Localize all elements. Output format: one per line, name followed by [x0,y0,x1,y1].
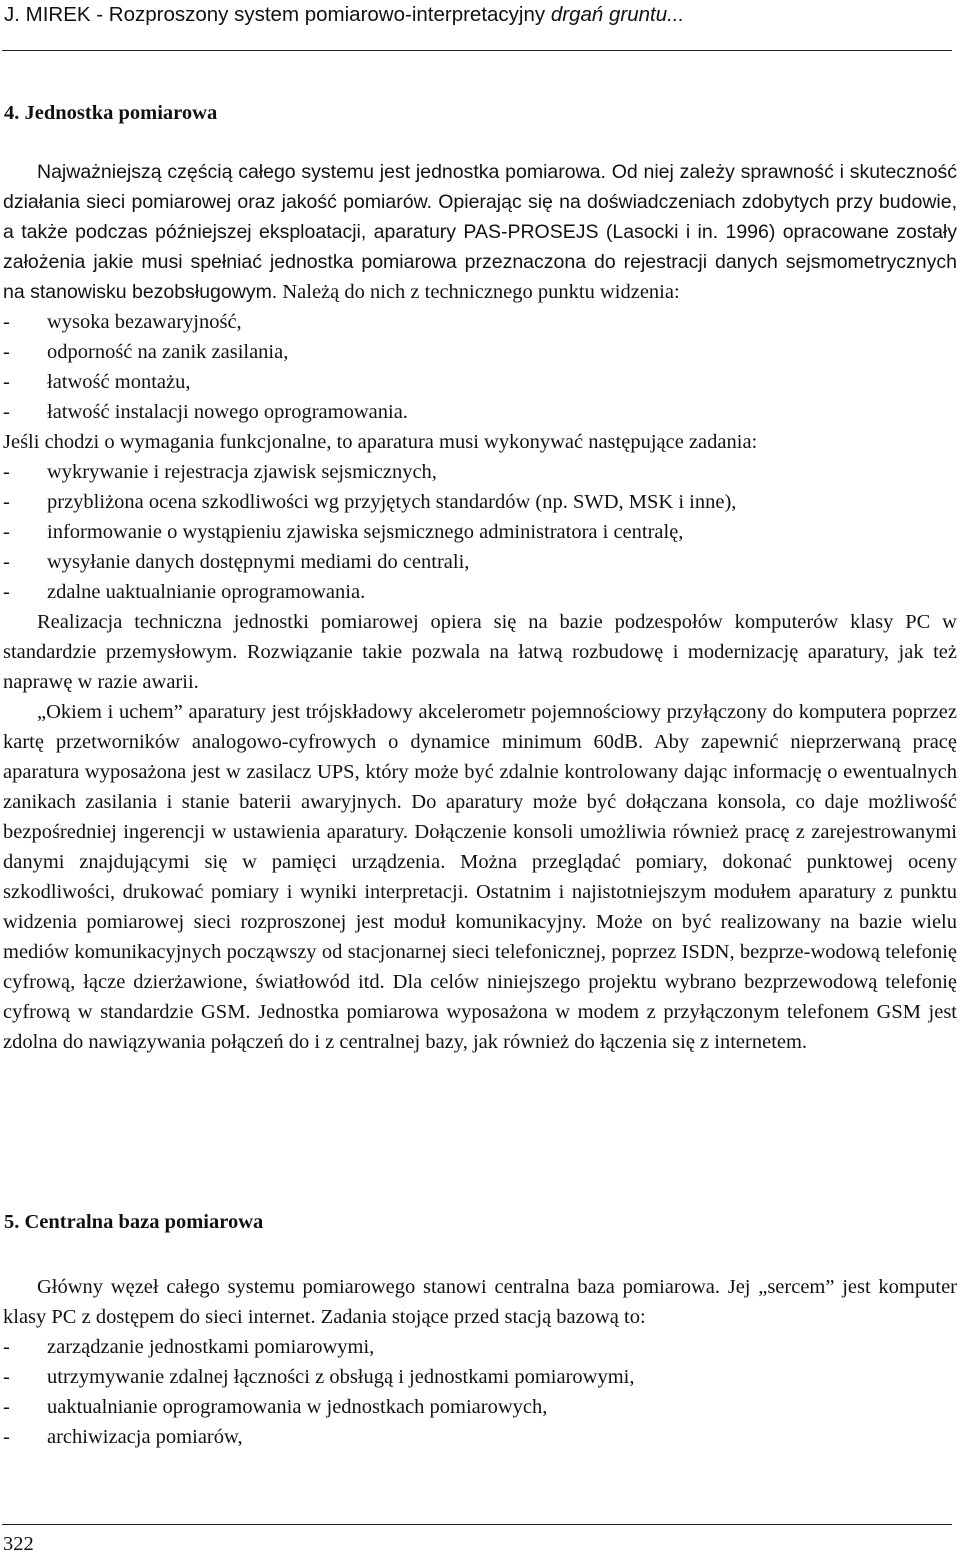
list-item-text: uaktualnianie oprogramowania w jednostkach pomiarowych, [47,1396,548,1418]
list-item-text: utrzymywanie zdalnej łączności z obsługą i jednostkami pomiarowymi, [47,1366,635,1388]
functional-requirements-intro: Jeśli chodzi o wymagania funkcjonalne, to aparatura musi wykonywać następujące zadania: [3,431,758,453]
list-dash: - [3,1336,10,1358]
list-item [3,1392,957,1422]
list-dash: - [3,491,10,513]
list-item [3,1422,957,1452]
list-item [3,547,957,577]
page-number: 322 [3,1533,34,1555]
header-title-italic: drgań gruntu... [550,3,685,26]
functional-requirements-list [3,457,957,607]
list-dash: - [3,371,10,393]
list-dash: - [3,401,10,423]
list-item-text: przybliżona ocena szkodliwości wg przyjętych standardów (np. SWD, MSK i inne), [47,491,737,513]
list-dash: - [3,1366,10,1388]
list-item-text: informowanie o wystąpieniu zjawiska sejsmicznego administratora i centralę, [47,521,684,543]
paragraph-1-serif-text: Należą do nich z technicznego punktu widzenia: [277,281,680,303]
list-item [3,397,957,427]
list-item [3,1332,957,1362]
paragraph-1-sans-text: Najważniejszą częścią całego systemu jest jednostka pomiarowa. Od niej zależy sprawność i skuteczność działania sieci pomiarowej oraz jakość pomiarów. Opierając się na doświadczeniach zdobytych przy budowie, a także podczas późniejszej eksploatacji, aparatury PAS-PROSEJS (Lasocki i in. 1996) opracowane zostały założenia jakie musi spełniać jednostka pomiarowa przeznaczona do rejestracji danych sejsmometrycznych na stanowisku bezobsługowym. [3,161,957,303]
list-item-text: archiwizacja pomiarów, [47,1426,243,1448]
list-dash: - [3,551,10,573]
list-dash: - [3,461,10,483]
list-item [3,457,957,487]
list-dash: - [3,581,10,603]
list-item-text: odporność na zanik zasilania, [47,341,289,363]
list-dash: - [3,341,10,363]
list-dash: - [3,521,10,543]
list-dash: - [3,1426,10,1448]
list-item [3,517,957,547]
list-item [3,577,957,607]
list-dash: - [3,311,10,333]
section-4-paragraph-3: „Okiem i uchem” aparatury jest trójskładowy akcelerometr pojemnościowy przyłączony do komputera poprzez kartę przetworników analogowo-cyfrowych o dynamice minimum 60dB. Aby zapewnić nieprzerwaną pracę aparatura wyposażona jest w zasilacz UPS, który może być zdalnie kontrolowany dając informację o ewentualnych zanikach zasilania i stanie baterii awaryjnych. Do aparatury może być dołączana konsola, co daje możliwość bezpośredniej ingerencji w ustawienia aparatury. Dołączenie konsoli umożliwia również pracę z zarejestrowanymi danymi znajdującymi się w pamięci urządzenia. Można przeglądać pomiary, dokonać punktowej oceny szkodliwości, drukować pomiary i wyniki interpretacji. Ostatnim i najistotniejszym modułem aparatury z punktu widzenia pomiarowej sieci rozproszonej jest moduł komunikacyjny. Może on być realizowany na bazie wielu mediów komunikacyjnych począwszy od stacjonarnej sieci telefonicznej, poprzez ISDN, bezprze-wodową telefonię cyfrową, łącze dzierżawione, światłowód itd. Dla celów niniejszego projektu wybrano bezprzewodową telefonię cyfrową w standardzie GSM. Jednostka pomiarowa wyposażona w modem z przyłączonym telefonem GSM jest zdolna do nawiązywania połączeń do i z centralnej bazy, jak również do łączenia się z internetem. [3,701,957,1053]
header-rule [2,50,952,51]
section-5-body [3,1272,957,1452]
list-dash: - [3,1396,10,1418]
list-item-text: wysyłanie danych dostępnymi mediami do centrali, [47,551,470,573]
section-4-body [3,157,957,1057]
list-item [3,1362,957,1392]
footer-rule [2,1524,952,1525]
technical-requirements-list [3,307,957,427]
base-station-tasks-list [3,1332,957,1452]
section-4-paragraph-2: Realizacja techniczna jednostki pomiarowej opiera się na bazie podzespołów komputerów klasy PC w standardzie przemysłowym. Rozwiązanie takie pozwala na łatwą rozbudowę i modernizację aparatury, jak też naprawę w razie awarii. [3,611,957,693]
section-4-paragraph-1 [3,157,957,307]
list-item [3,367,957,397]
list-item [3,487,957,517]
list-item [3,307,957,337]
section-5-heading: 5. Centralna baza pomiarowa [4,1211,264,1233]
header-authors: J. MIREK - Rozproszony system pomiarowo-interpretacyjny [4,3,551,26]
list-item-text: wykrywanie i rejestracja zjawisk sejsmicznych, [47,461,437,483]
section-4-heading: 4. Jednostka pomiarowa [4,102,218,124]
running-header [4,3,954,27]
list-item-text: zdalne uaktualnianie oprogramowania. [47,581,366,603]
list-item-text: wysoka bezawaryjność, [47,311,242,333]
list-item-text: łatwość instalacji nowego oprogramowania. [47,401,408,423]
list-item-text: zarządzanie jednostkami pomiarowymi, [47,1336,375,1358]
section-5-paragraph-1: Główny węzeł całego systemu pomiarowego stanowi centralna baza pomiarowa. Jej „sercem” jest komputer klasy PC z dostępem do sieci internet. Zadania stojące przed stacją bazową to: [3,1276,957,1328]
list-item-text: łatwość montażu, [47,371,191,393]
list-item [3,337,957,367]
